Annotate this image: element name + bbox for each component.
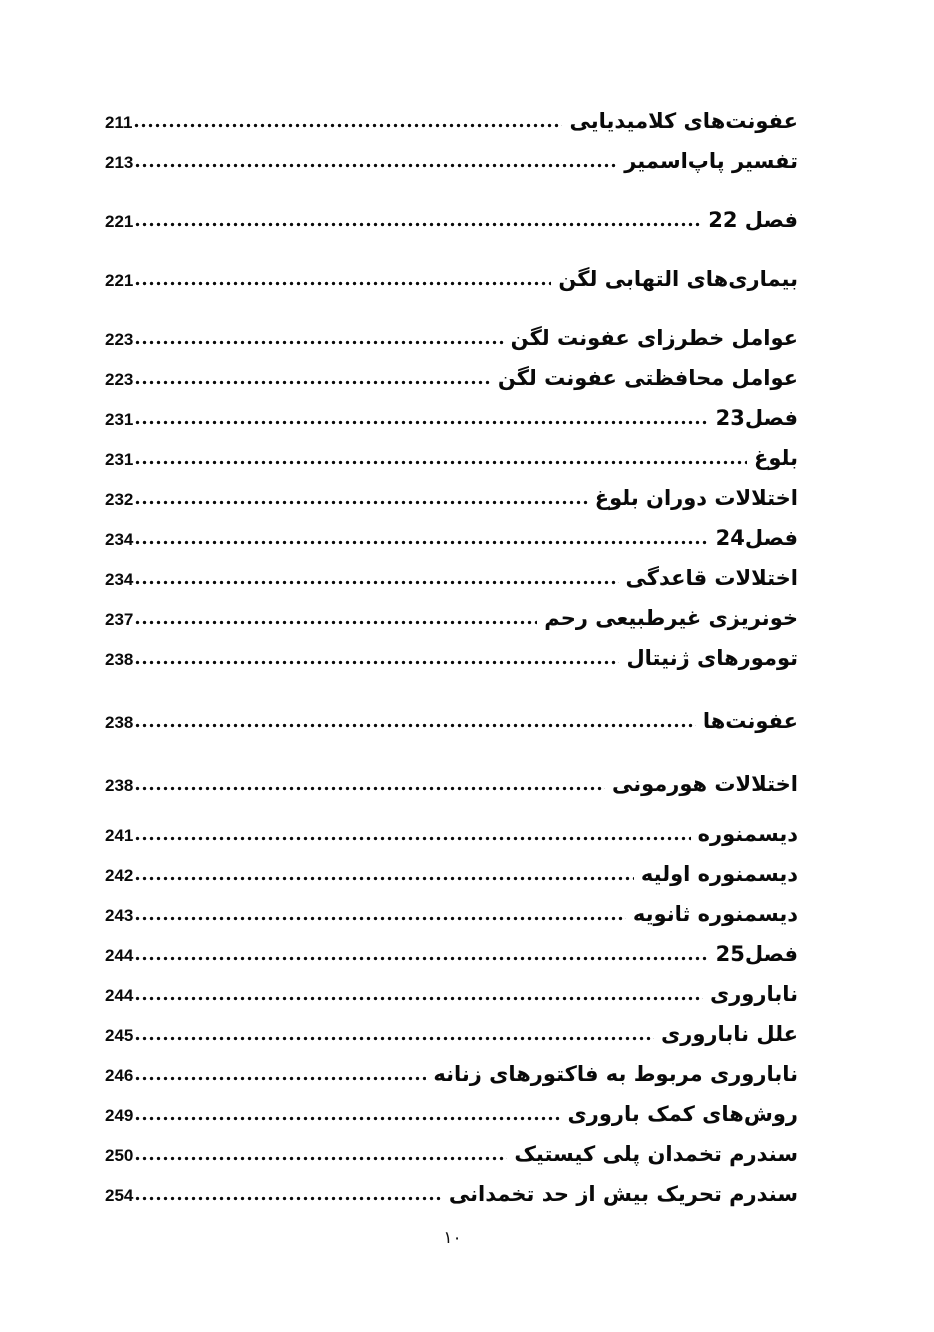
dot-leader (134, 1036, 654, 1041)
toc-entry-title: ناباروری (709, 982, 798, 1006)
toc-entry-title: فصل 22 (708, 208, 798, 232)
toc-entry-title: تومورهای ژنیتال (626, 646, 798, 670)
toc-entry (105, 146, 798, 178)
toc-entry-page: 250 (105, 1146, 134, 1165)
toc-entry-title: دیسمنوره (697, 822, 798, 846)
toc-entry (105, 643, 798, 675)
toc-entry-title: علل ناباروری (661, 1022, 798, 1046)
dot-leader (134, 916, 626, 921)
dot-leader (134, 1076, 426, 1081)
toc-entry-page: 231 (105, 410, 134, 429)
dot-leader (134, 660, 619, 665)
dot-leader (134, 1116, 560, 1121)
toc-entry-title: فصل24 (715, 526, 798, 550)
dot-leader (134, 540, 708, 545)
toc-entry-page: 221 (105, 271, 134, 290)
toc-entry-title: دیسمنوره اولیه (640, 862, 798, 886)
toc-entry-title: عفونت‌ها (702, 709, 798, 733)
toc-entry-title: ناباروری مربوط به فاکتورهای زنانه (433, 1062, 798, 1086)
dot-leader (134, 786, 605, 791)
toc-entry (105, 563, 798, 595)
toc-entry-page: 246 (105, 1066, 134, 1085)
toc-entry-title: خونریزی غیرطبیعی رحم (544, 606, 798, 630)
dot-leader (134, 222, 701, 227)
toc-entry-title: عفونت‌های کلامیدیایی (569, 109, 798, 133)
toc-entry (105, 363, 798, 395)
toc-entry (105, 769, 798, 801)
toc-entry (105, 1019, 798, 1051)
page-number: ۱۰ (443, 1228, 462, 1248)
dot-leader (134, 996, 703, 1001)
dot-leader (134, 723, 695, 728)
toc-entry-title: عوامل محافظتی عفونت لگن (497, 366, 798, 390)
toc-entry-title: اختلالات هورمونی (611, 772, 798, 796)
toc-entry-title: بلوغ (754, 446, 798, 470)
toc-entry (105, 706, 798, 738)
dot-leader (134, 500, 587, 505)
toc-entry-page: 254 (105, 1186, 134, 1205)
toc-entry-page: 223 (105, 330, 134, 349)
toc-entry (105, 1139, 798, 1171)
toc-entry-title: سندرم تحریک بیش از حد تخمدانی (448, 1182, 798, 1206)
toc-entry-page: 238 (105, 776, 134, 795)
toc-entry-page: 238 (105, 713, 134, 732)
dot-leader (134, 836, 690, 841)
dot-leader (134, 1196, 442, 1201)
toc-entry (105, 403, 798, 435)
toc-entry (105, 979, 798, 1011)
dot-leader (134, 420, 708, 425)
toc-entry-page: 242 (105, 866, 134, 885)
dot-leader (134, 163, 617, 168)
toc-entry (105, 523, 798, 555)
toc-entry (105, 323, 798, 355)
toc-entry-page: 243 (105, 906, 134, 925)
toc-entry-title: دیسمنوره ثانویه (632, 902, 798, 926)
toc-entry (105, 939, 798, 971)
dot-leader (134, 956, 708, 961)
toc-entry (105, 443, 798, 475)
dot-leader (133, 123, 562, 128)
toc-entry-title: روش‌های کمک باروری (567, 1102, 798, 1126)
toc-entry (105, 819, 798, 851)
toc-entry-title: اختلالات قاعدگی (625, 566, 798, 590)
toc-entry-title: تفسیر پاپ‌اسمیر (624, 149, 798, 173)
toc-entry-page: 223 (105, 370, 134, 389)
toc-entry-page: 221 (105, 212, 134, 231)
toc-entry-page: 237 (105, 610, 134, 629)
toc-entry-page: 249 (105, 1106, 134, 1125)
toc-entry (105, 859, 798, 891)
toc-entry-title: اختلالات دوران بلوغ (594, 486, 798, 510)
toc-entry-title: عوامل خطرزای عفونت لگن (510, 326, 798, 350)
dot-leader (134, 876, 634, 881)
toc-entry-page: 234 (105, 570, 134, 589)
dot-leader (134, 460, 747, 465)
dot-leader (134, 380, 490, 385)
toc-entry (105, 1099, 798, 1131)
toc-entry-title: سندرم تخمدان پلی کیستیک (514, 1142, 798, 1166)
toc-entry (105, 603, 798, 635)
toc-entry-title: فصل23 (715, 406, 798, 430)
toc-entry-page: 231 (105, 450, 134, 469)
toc-entry-title: فصل25 (715, 942, 798, 966)
toc-entry-page: 213 (105, 153, 134, 172)
toc-entry-page: 211 (105, 113, 133, 132)
toc-entry (105, 1179, 798, 1211)
toc-entry-page: 238 (105, 650, 134, 669)
toc-entry-page: 234 (105, 530, 134, 549)
dot-leader (134, 340, 503, 345)
toc-entry-page: 232 (105, 490, 134, 509)
dot-leader (134, 620, 537, 625)
toc-entry (105, 899, 798, 931)
dot-leader (134, 281, 551, 286)
toc-entry-page: 244 (105, 986, 134, 1005)
dot-leader (134, 1156, 507, 1161)
toc-entry (105, 483, 798, 515)
toc-entry-page: 245 (105, 1026, 134, 1045)
toc-entry (105, 1059, 798, 1091)
dot-leader (134, 580, 618, 585)
toc-entry (105, 264, 798, 296)
toc-entry-title: بیماری‌های التهابی لگن (558, 267, 798, 291)
toc-entry (105, 205, 798, 237)
toc-entry (105, 106, 798, 138)
toc-entry-page: 244 (105, 946, 134, 965)
toc-entry-page: 241 (105, 826, 134, 845)
table-of-contents (105, 106, 798, 1211)
